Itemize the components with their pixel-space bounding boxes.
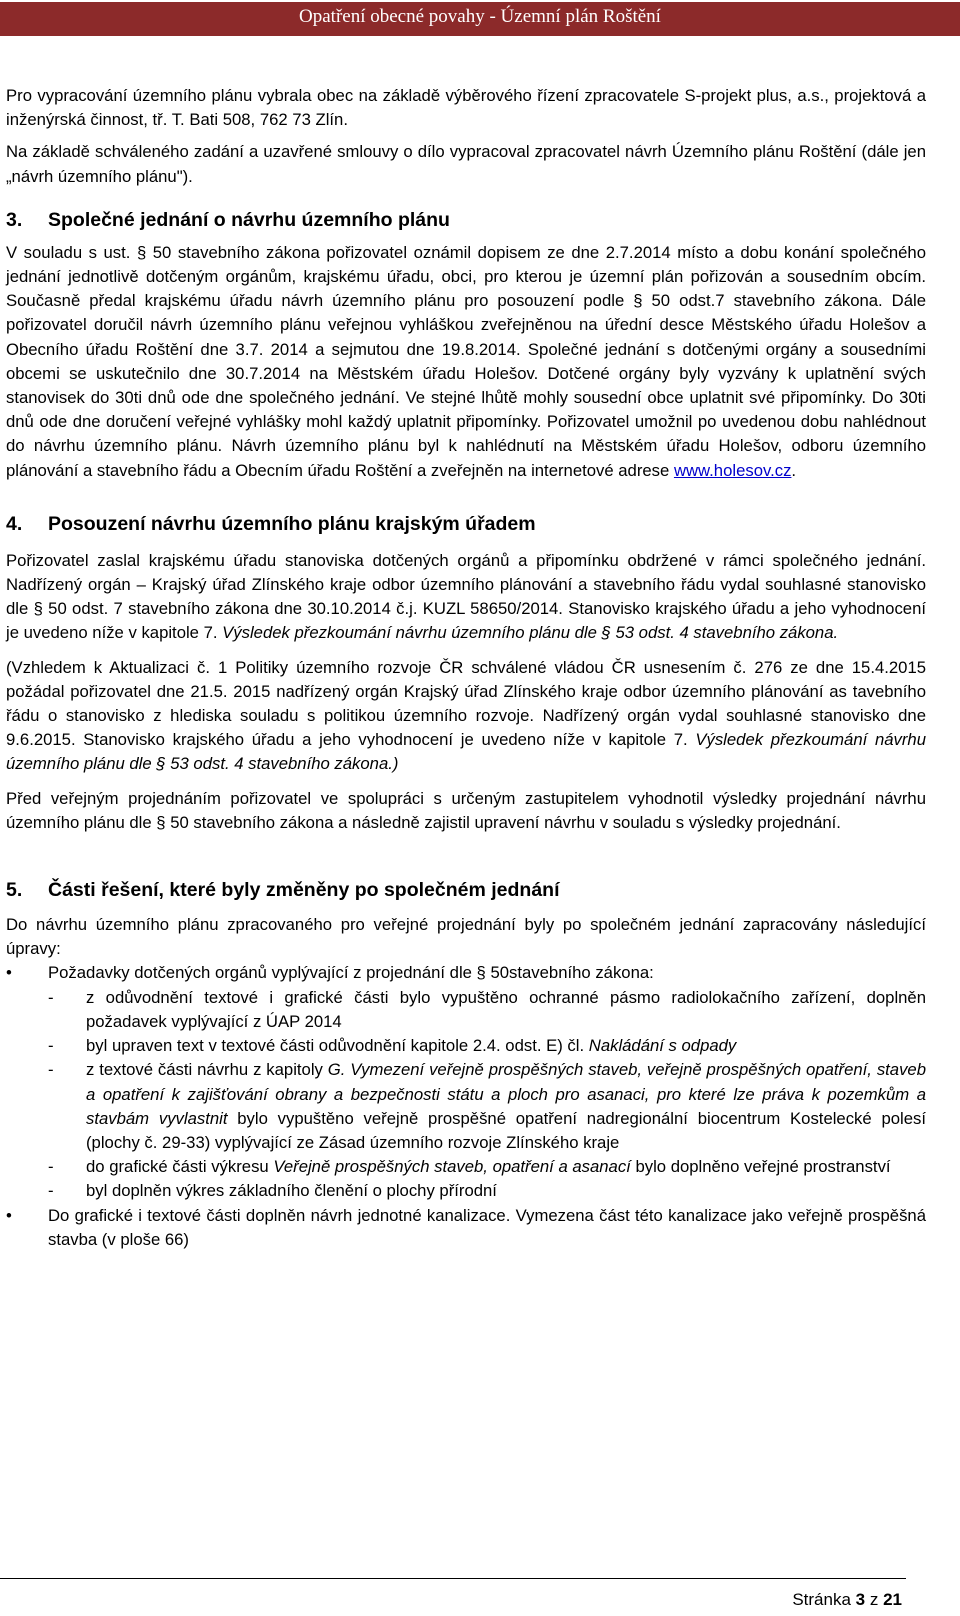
- dash-2-text: [86, 1034, 926, 1058]
- section-4-heading: [6, 511, 926, 537]
- dash-4-plain: do grafické části výkresu: [86, 1157, 274, 1177]
- section-4-paragraph-3: Před veřejným projednáním pořizovatel ve spolupráci s určeným zastupitelem vyhodnotil výsledky projednání návrhu územního plánu dle § 50 stavebního zákona a následně zajistil upravení návrhu v souladu s výsledky projednání.: [6, 788, 926, 832]
- section-3-paragraph: [6, 241, 926, 483]
- dash-marker: -: [48, 1036, 54, 1056]
- footer-divider: [0, 1578, 906, 1579]
- section-5-intro: Do návrhu územního plánu zpracovaného pro veřejné projednání byly po společném jednání zapracovány následující úpravy:: [6, 915, 926, 959]
- bullet-2-text: Do grafické i textové části doplněn návrh jednotné kanalizace. Vymezena část této kanalizace jako veřejně prospěšná stavba (v ploše 66): [48, 1205, 926, 1249]
- dash-4-text: [86, 1155, 926, 1179]
- section-4-p1-text: Pořizovatel zaslal krajskému úřadu stanoviska dotčených orgánů a připomínku obdržené v rámci společného jednání. Nadřízený orgán – Krajský úřad Zlínského kraje odbor územního plánování a stavebního řádu vydal souhlasné stanovisko dle § 50 odst. 7 stavebního zákona dne 30.10.2014 č.j. KUZL 58650/2014. Stanovisko krajského úřadu a jeho vyhodnocení je uvedeno níže v kapitole 7.: [6, 550, 926, 643]
- dash-item-1: [6, 986, 926, 1034]
- dash-1-text: z odůvodnění textové i grafické části bylo vypuštěno ochranné pásmo radiolokačního zařízení, doplněn požadavek vyplývající z ÚAP 2014: [86, 987, 926, 1031]
- dash-3-text: [86, 1058, 926, 1155]
- section-4-p1-italic: Výsledek přezkoumání návrhu územního plánu dle § 53 odst. 4 stavebního zákona.: [222, 623, 839, 643]
- page-number: [792, 1590, 902, 1610]
- section-3-text: V souladu s ust. § 50 stavebního zákona pořizovatel oznámil dopisem ze dne 2.7.2014 místo a dobu konání společného jednání jednotlivě dotčeným orgánům, krajskému úřadu, obci, pro kterou je územní plán pořizován a sousedním obcím. Současně předal krajskému úřadu návrh územního plánu pro posouzení podle § 50 odst.7 stavebního zákona. Dále pořizovatel doručil návrh územního plánu veřejnou vyhláškou zveřejněnou na úřední desce Městského úřadu Holešov a Obecního úřadu Roštění dne 3.7. 2014 a sejmutou dne 19.8.2014. Společné jednání s dotčenými orgány a sousedními obcemi se uskutečnilo dne 30.7.2014 na Městském úřadu Holešov. Dotčené orgány byly vyzvány k uplatnění svých stanovisek do 30ti dnů ode dne společného jednání. Ve stejné lhůtě mohly sousední obce uplatnit své připomínky. Do 30ti dnů ode dne doručení veřejné vyhlášky mohl každý uplatnit připomínky. Pořizovatel umožnil po uvedenou dobu nahlédnout do návrhu územního plánu. Návrh územního plánu byl k nahlédnutí na Městském úřadu Holešov, odboru územního plánování a stavebního řádu a Obecním úřadu Roštění a zveřejněn na internetové adrese: [6, 242, 926, 480]
- header-title: Opatření obecné povahy - Územní plán Roštění: [299, 6, 661, 27]
- section-4-number: 4.: [6, 512, 23, 535]
- section-4-paragraph-2: [6, 656, 926, 777]
- dash-marker: -: [48, 1060, 54, 1080]
- total-pages: 21: [883, 1590, 902, 1609]
- section-3-title: Společné jednání o návrhu územního plánu: [48, 208, 450, 231]
- bullet-marker: •: [6, 1205, 12, 1225]
- dash-4-italic: Veřejně prospěšných staveb, opatření a asanací: [273, 1157, 631, 1177]
- dash-3-italic: G. Vymezení veřejně prospěšných staveb, veřejně prospěšných opatření, staveb a opatření k zajišťování obrany a bezpečnosti státu a ploch pro asanaci, pro které lze práva k pozemkům a stavbám vyvlastnit: [86, 1060, 926, 1128]
- dash-item-3: [6, 1058, 926, 1155]
- section-4-p2-italic: Výsledek přezkoumání návrhu územního plánu dle § 53 odst. 4 stavebního zákona.): [6, 730, 926, 774]
- page-content: [6, 84, 926, 1252]
- section-3-number: 3.: [6, 208, 23, 231]
- dash-4-end: bylo doplněno veřejné prostranství: [630, 1157, 891, 1177]
- dash-marker: -: [48, 1157, 54, 1177]
- page-header: [0, 2, 960, 36]
- intro-paragraph-2: Na základě schváleného zadání a uzavřené smlouvy o dílo vypracoval zpracovatel návrh Územního plánu Roštění (dále jen „návrh územního plánu").: [6, 142, 926, 186]
- intro-paragraph-1: Pro vypracování územního plánu vybrala obec na základě výběrového řízení zpracovatele S-projekt plus, a.s., projektová a inženýrská činnost, tř. T. Bati 508, 762 73 Zlín.: [6, 86, 926, 130]
- section-4-p2-text: (Vzhledem k Aktualizaci č. 1 Politiky územního rozvoje ČR schválené vládou ČR usnesením č. 276 ze dne 15.4.2015 požádal pořizovatel dne 21.5. 2015 nadřízený orgán Krajský úřad Zlínského kraje odbor územního plánování as tavebního řádu o stanovisko z hlediska souladu s politikou územního rozvoje. Nadřízený orgán vydal souhlasné stanovisko dne 9.6.2015. Stanovisko krajského úřadu a jeho vyhodnocení je uvedeno níže v kapitole 7.: [6, 657, 926, 750]
- holesov-link[interactable]: www.holesov.cz: [673, 460, 792, 480]
- dash-marker: -: [48, 1181, 54, 1201]
- bullet-item-2: [6, 1204, 926, 1252]
- section-5-title: Části řešení, které byly změněny po společném jednání: [48, 879, 560, 902]
- dash-item-2: [6, 1034, 926, 1058]
- section-5-number: 5.: [6, 879, 23, 902]
- dash-marker: -: [48, 987, 54, 1007]
- dash-item-5: [6, 1179, 926, 1203]
- bullet-1-text: Požadavky dotčených orgánů vyplývající z projednání dle § 50stavebního zákona:: [48, 963, 654, 983]
- dash-2-italic: Nakládání s odpady: [588, 1036, 737, 1056]
- dash-2-plain: byl upraven text v textové části odůvodnění kapitole 2.4. odst. E) čl.: [86, 1036, 589, 1056]
- page-separator: z: [869, 1590, 879, 1609]
- dash-3-end: bylo vypuštěno veřejně prospěšné opatření nadregionální biocentrum Kostelecké polesí (plochy č. 29-33) vyplývající ze Zásad územního rozvoje Zlínského kraje: [86, 1108, 926, 1152]
- dash-5-text: byl doplněn výkres základního členění o plochy přírodní: [86, 1181, 497, 1201]
- page-footer: [0, 1578, 960, 1614]
- section-4-paragraph-1: [6, 549, 926, 646]
- section-3-heading: [6, 207, 926, 233]
- dash-3-plain: z textové části návrhu z kapitoly: [86, 1060, 328, 1080]
- bullet-marker: •: [6, 963, 12, 983]
- current-page: 3: [855, 1590, 866, 1609]
- dash-item-4: [6, 1155, 926, 1179]
- section-5-heading: [6, 877, 926, 903]
- page-label: Stránka: [792, 1590, 851, 1609]
- bullet-item-1: [6, 961, 926, 985]
- section-4-title: Posouzení návrhu územního plánu krajským úřadem: [48, 512, 536, 535]
- section-3-text-end: .: [791, 460, 797, 480]
